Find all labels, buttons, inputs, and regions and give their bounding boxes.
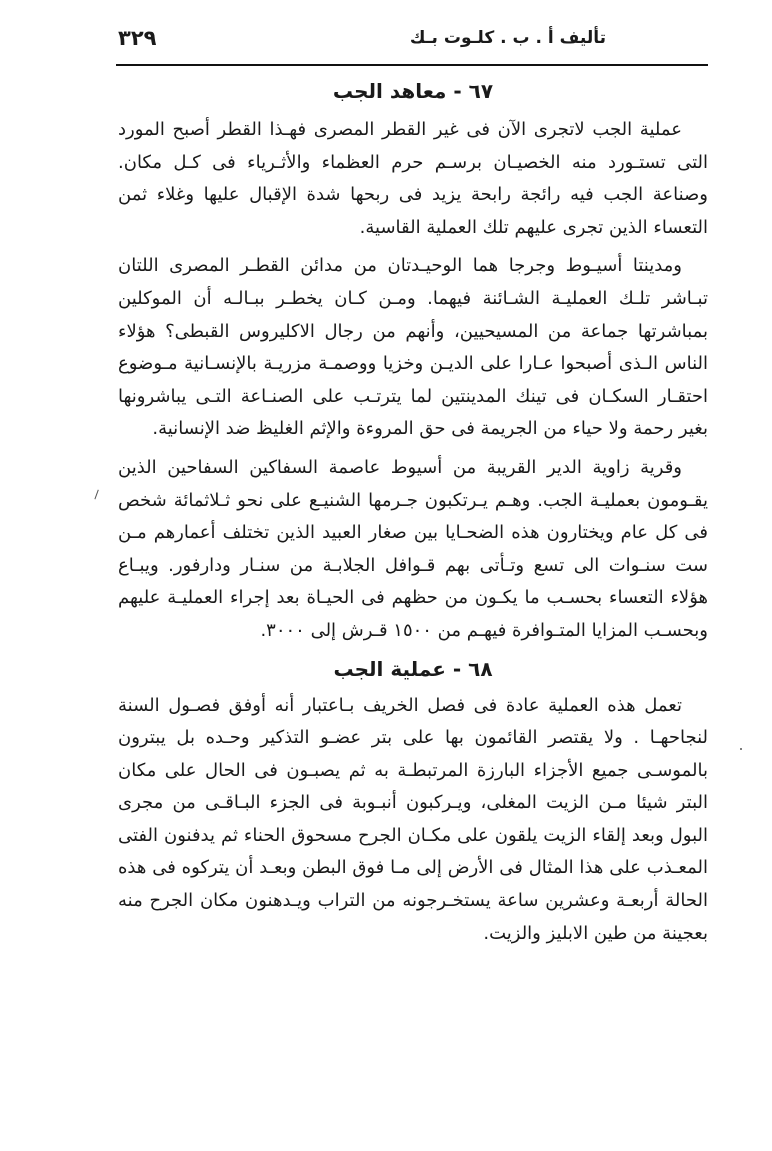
paragraph-1: عملية الجب لاتجرى الآن فى غير القطر المصرى فهـذا القطر أصبح المورد التى تستـورد منه الخصيـان برسـم حرم العظماء والأثـرياء فى كـل مكان. وصناعة الجب فيه رائجة رابحة يزيد فى ربحها شدة الإقبال عليها وغلاء ثمن التعساء الذين تجرى عليهم تلك العملية القاسية.: [118, 119, 708, 238]
paragraph-2: ومدينتا أسيـوط وجرجا هما الوحيـدتان من مدائن القطـر المصرى اللتان تبـاشر تلـك العمليـة الشـائنة فيهما. ومـن كـان يخطـر ببـالـه أن الموكلين بمباشرتها جماعة من المسيحيين، وأنهم من رجال الاكليروس القبطى؟ هؤلاء الناس الـذى أصبحوا عـارا على الديـن وخزيا ووصمـة مزريـة بالإنسـانية مـوضوع احتقـار السكـان فى تينك المدينتين لما يترتـب على الصنـاعة التـى يباشرونها بغير رحمة ولا حياء من الجريمة فى حق المروءة والإثم الغليظ ضد الإنسانية.: [118, 255, 708, 440]
margin-mark: [94, 490, 101, 501]
paragraph-3: وقرية زاوية الدير القريبة من أسيوط عاصمة السفاكين السفاحين الذين يقـومون بعمليـة الجب. وهـم يـرتكبون جـرمها الشنيـع على نحو ثـلاثمائة شخص فى كل عام ويختارون هذه الضحـايا بين صغار العبيد الذين تختلف أعمارهم مـن ست سنـوات الى تسع وتـأتى بهم قـوافل الجلابـة من سنـار ودارفور. ويبـاع هؤلاء التعساء بحسـب ما يكـون من حظهم فى الحيـاة بعد إجراء العمليـة عليهم وبحسـب المزايا المتـوافرة فيهـم من ١٥٠٠ قـرش إلى ٣٠٠٠.: [118, 456, 708, 641]
page-body: [118, 76, 708, 956]
header-rule: [116, 64, 708, 66]
running-title: تأليف أ . ب . كلـوت بـك: [409, 28, 606, 48]
scan-speck: [740, 748, 742, 750]
paragraph-4: تعمل هذه العملية عادة فى فصل الخريف بـاعتبار أنه أوفق فصـول السنة لنجاحهـا . ولا يقتصر القائمون بها على بتر عضـو التذكير وحـده بل يبترون بالموسـى جميع الأجزاء البارزة المرتبطـة به ثم يصبـون فى الحال على مكان البتر شيئا مـن الزيت المغلى، ويـركبون أنبـوبة فى الجزء البـاقـى من مجرى البول وبعد إلقاء الزيت يلقون على مكـان الجرح مسحوق الحناء ثم يدفنون الفتى المعـذب على هذا المثال فى الأرض إلى مـا فوق البطن وبعـد أن يتركوه فى هذه الحالة أربعـة وعشرين ساعة يستخـرجونه من التراب ويـدهنون مكان الجرح منه بعجينة من طين الابليز والزيت.: [118, 694, 708, 944]
section-heading-67: ٦٧ - معاهد الجب: [332, 79, 494, 103]
page-number: ٣٢٩: [118, 26, 157, 50]
page-header: [118, 26, 706, 58]
section-heading-68: ٦٨ - عملية الجب: [333, 656, 493, 681]
